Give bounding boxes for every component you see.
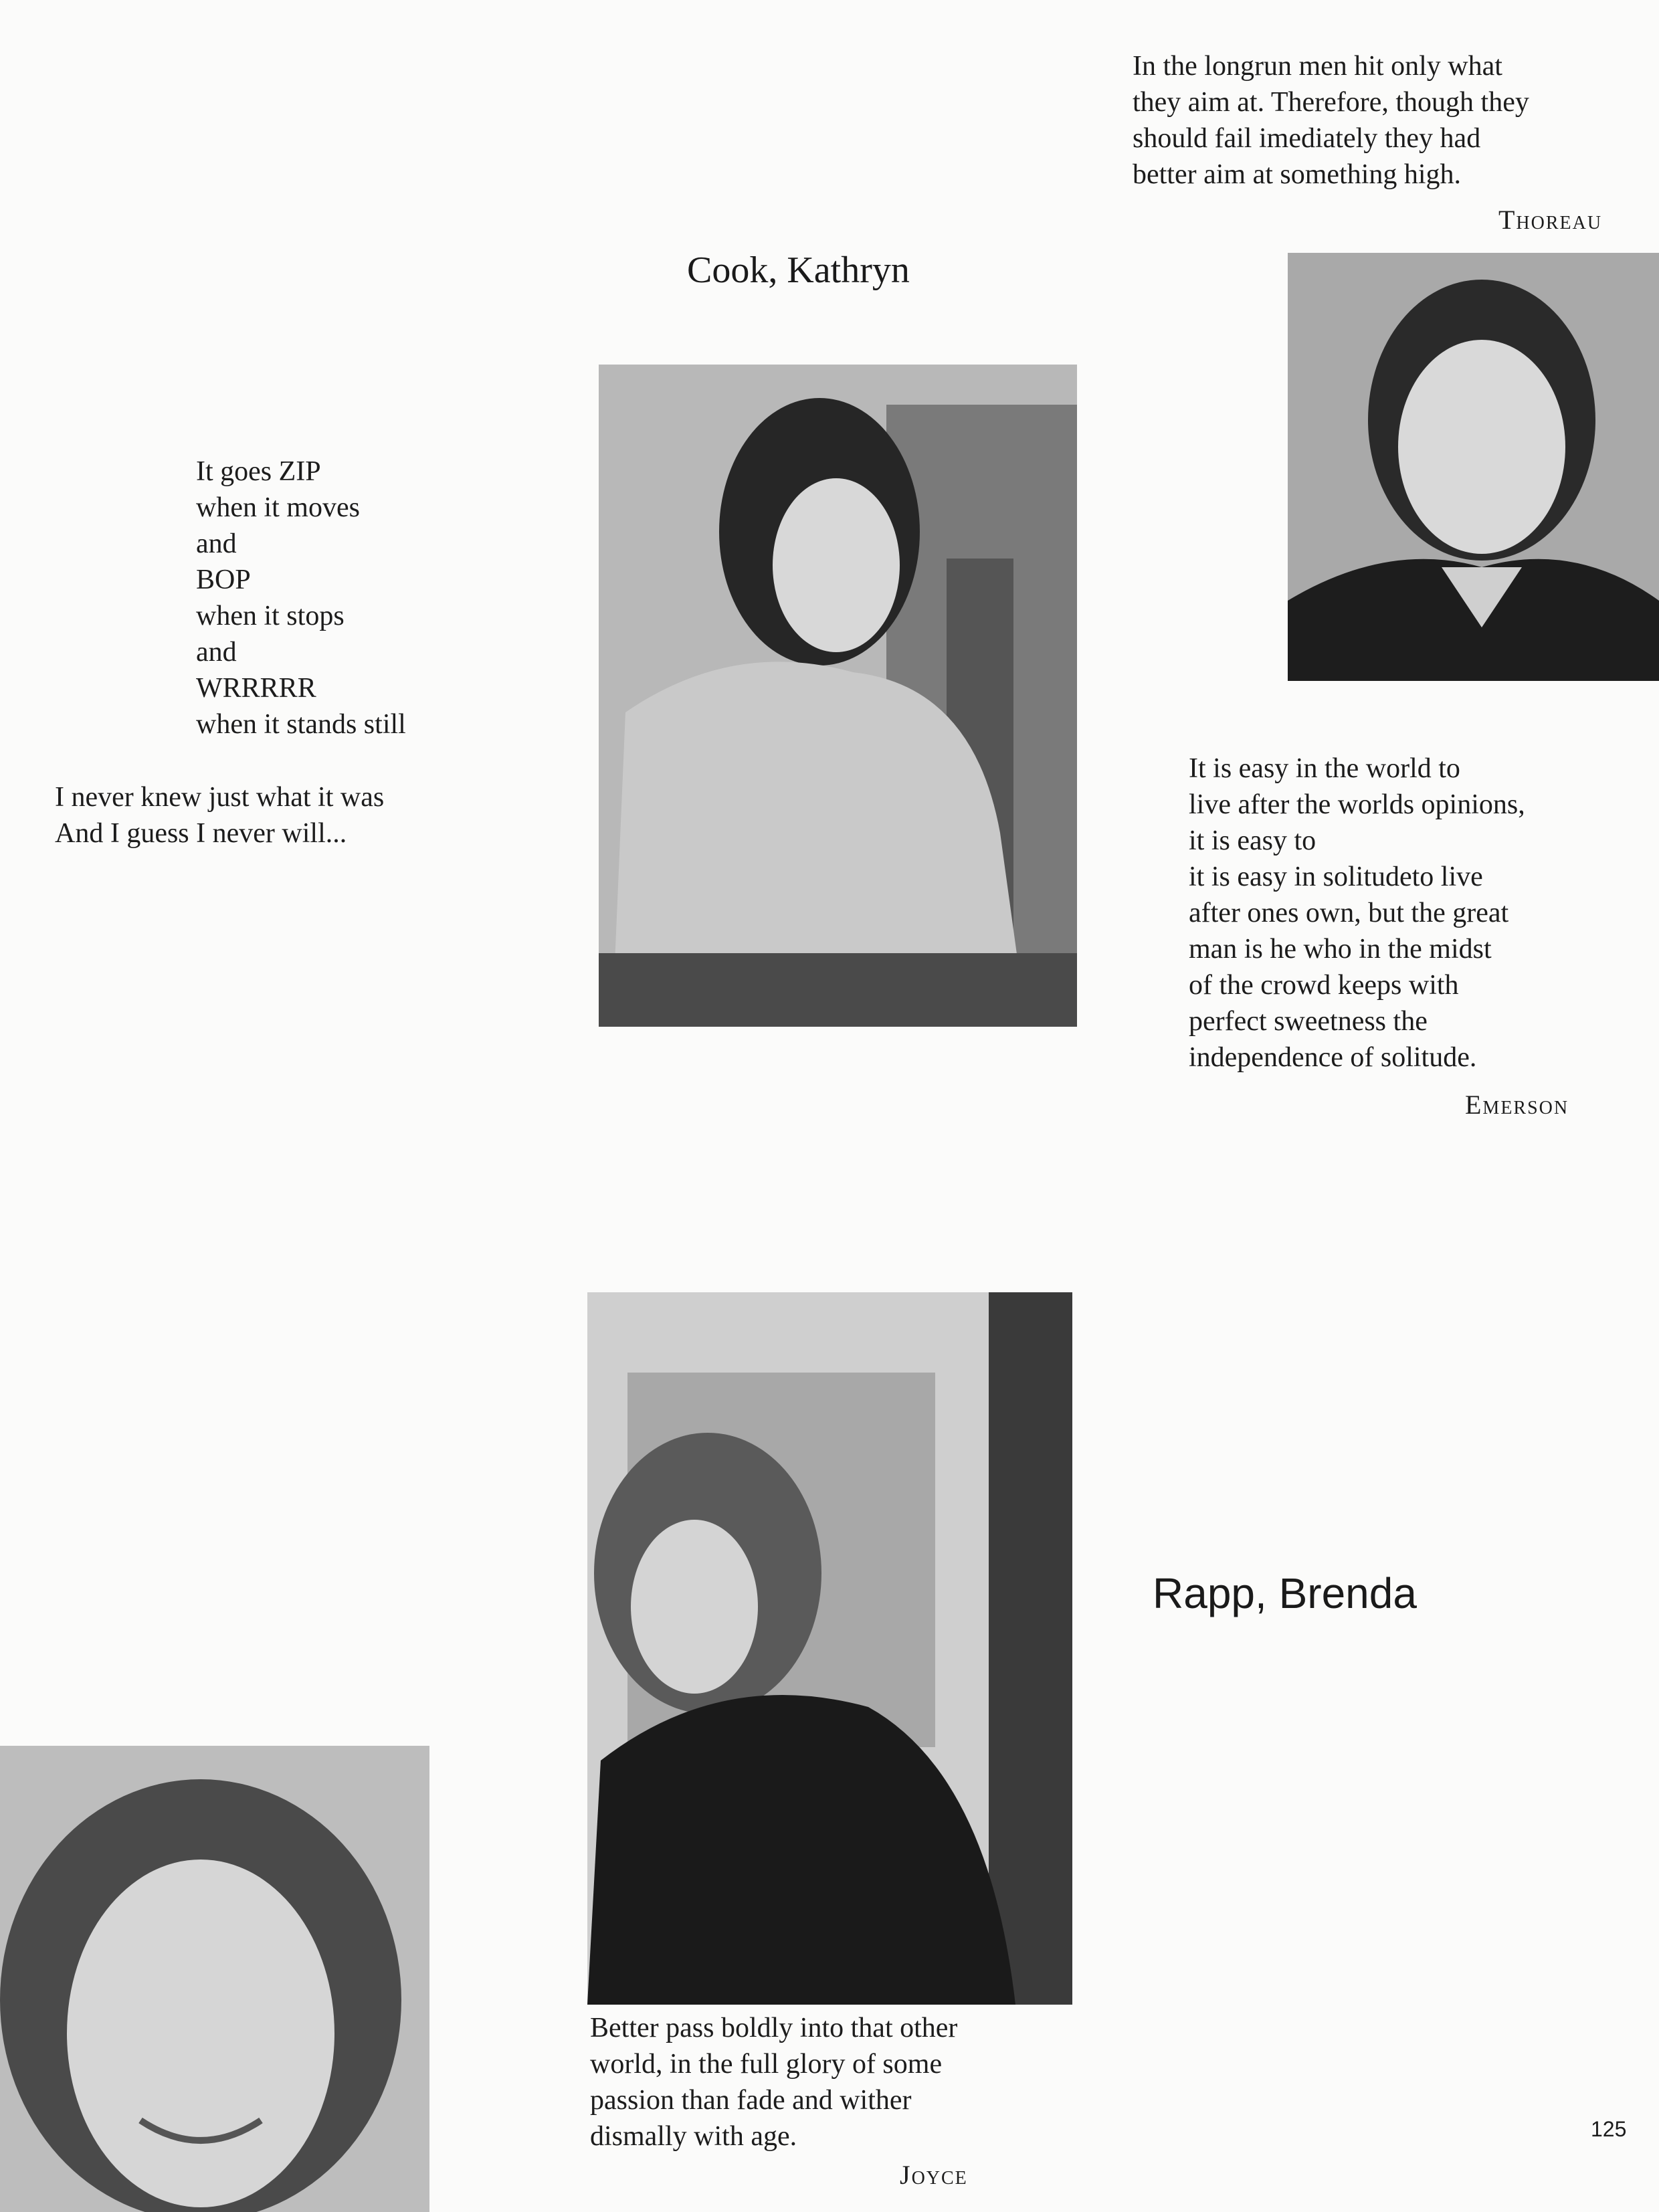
poem-line: I never knew just what it was	[55, 782, 385, 813]
quote-line: man is he who in the midst	[1189, 934, 1492, 965]
quote-line: Better pass boldly into that other	[590, 2013, 958, 2043]
quote-line: live after the worlds opinions,	[1189, 789, 1525, 820]
quote-line: perfect sweetness the	[1189, 1006, 1428, 1037]
poem-line: when it stands still	[196, 709, 406, 740]
poem-zip-tail	[55, 779, 536, 851]
quote-joyce	[590, 2010, 1098, 2154]
poem-line: It goes ZIP	[196, 456, 321, 487]
poem-line: And I guess I never will...	[55, 818, 347, 849]
quote-line: world, in the full glory of some	[590, 2049, 943, 2080]
student-photo-center-top	[599, 365, 1077, 1027]
page-number: 125	[1591, 2117, 1627, 2141]
quote-line: of the crowd keeps with	[1189, 970, 1459, 1001]
quote-author-joyce: Joyce	[900, 2160, 968, 2190]
student-photo-bottom-left	[0, 1746, 429, 2212]
poem-line: BOP	[196, 565, 251, 595]
quote-thoreau	[1133, 48, 1654, 193]
quote-line: after ones own, but the great	[1189, 898, 1509, 928]
quote-line: should fail imediately they had	[1133, 123, 1481, 154]
poem-line: and	[196, 528, 237, 559]
poem-line: when it moves	[196, 492, 360, 523]
poem-line: WRRRRR	[196, 673, 316, 704]
student-name-cook: Cook, Kathryn	[687, 249, 910, 291]
quote-emerson	[1189, 750, 1657, 1076]
poem-line: when it stops	[196, 601, 345, 631]
quote-line: better aim at something high.	[1133, 159, 1462, 190]
poem-line: and	[196, 637, 237, 668]
quote-line: it is easy to	[1189, 825, 1316, 856]
quote-line: it is easy in solitudeto live	[1189, 862, 1483, 892]
quote-line: they aim at. Therefore, though they	[1133, 87, 1529, 118]
poem-zip	[196, 454, 544, 742]
quote-line: passion than fade and wither	[590, 2085, 912, 2116]
student-name-rapp: Rapp, Brenda	[1153, 1569, 1417, 1617]
quote-line: independence of solitude.	[1189, 1042, 1477, 1073]
quote-line: It is easy in the world to	[1189, 753, 1460, 784]
quote-line: dismally with age.	[590, 2121, 797, 2152]
quote-author-emerson: Emerson	[1465, 1090, 1569, 1120]
quote-line: In the longrun men hit only what	[1133, 51, 1502, 82]
student-photo-center-bottom	[587, 1292, 1072, 2005]
student-photo-portrait-right	[1288, 253, 1659, 681]
quote-author-thoreau: Thoreau	[1498, 205, 1603, 235]
